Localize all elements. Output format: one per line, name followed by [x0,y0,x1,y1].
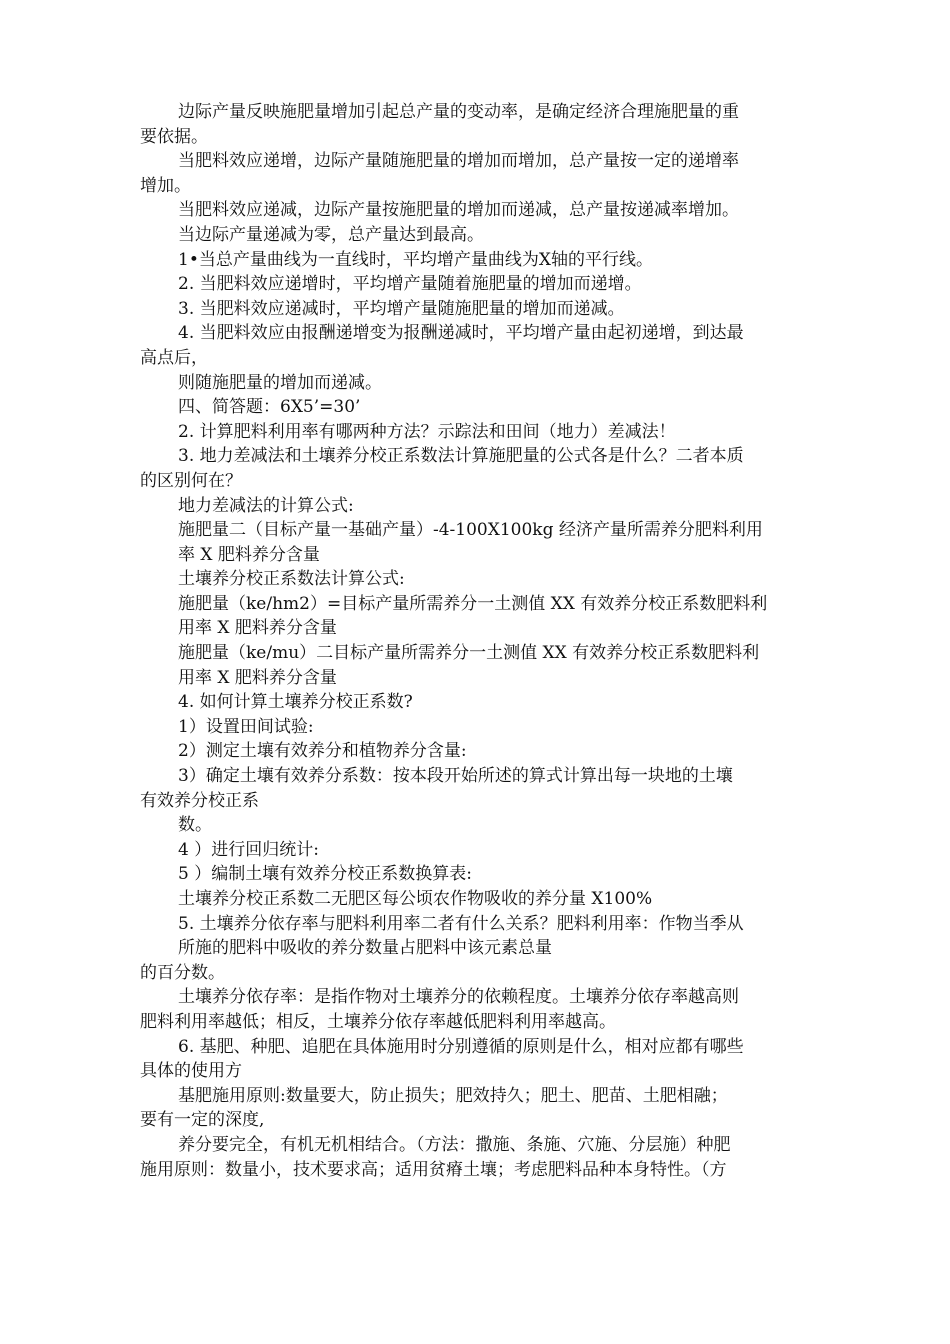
text-line: 当肥料效应递增，边际产量随施肥量的增加而增加，总产量按一定的递增率 [178,151,739,172]
text-line: 肥料利用率越低；相反，土壤养分依存率越低肥料利用率越高。 [140,1011,616,1032]
formula-line: 施肥量二（目标产量一基础产量）-4-100X100kg 经济产量所需养分肥料利用 [178,520,763,541]
text-line: 施用原则：数量小，技术要求高；适用贫瘠土壤；考虑肥料品种本身特性。（方 [140,1159,727,1180]
text-line: 的百分数。 [140,962,225,983]
formula-line: 用率 X 肥料养分含量 [178,618,337,639]
text-line: 则随施肥量的增加而递减。 [178,372,382,393]
text-line: 4. 当肥料效应由报酬递增变为报酬递减时，平均增产量由起初递增，到达最 [178,323,744,344]
text-line: 高点后， [140,347,208,368]
text-line: 具体的使用方 [140,1061,242,1082]
text-line: 养分要完全，有机无机相结合。（方法：撒施、条施、穴施、分层施）种肥 [178,1134,731,1155]
question-line: 2. 计算肥料利用率有哪两种方法？示踪法和田间（地力）差减法！ [178,421,676,442]
text-line: 2. 当肥料效应递增时，平均增产量随着施肥量的增加而递增。 [178,274,642,295]
text-line: 数。 [178,815,212,836]
formula-line: 土壤养分校正系数二无肥区每公顷农作物吸收的养分量 X100% [178,889,653,909]
question-line: 6. 基肥、种肥、追肥在具体施用时分别遵循的原则是什么，相对应都有哪些 [178,1036,744,1057]
text-line: 增加。 [140,175,191,196]
question-line: 5. 土壤养分依存率与肥料利用率二者有什么关系？肥料利用率：作物当季从 [178,913,744,934]
text-line: 有效养分校正系 [140,790,259,811]
text-line: 当肥料效应递减，边际产量按施肥量的增加而递减，总产量按递减率增加。 [178,200,739,221]
text-line: 基肥施用原则:数量要大，防止损失；肥效持久；肥土、肥苗、土肥相融； [178,1085,728,1106]
formula-line: 用率 X 肥料养分含量 [178,667,337,688]
formula-line: 施肥量（ke/hm2）=目标产量所需养分一土测值 XX 有效养分校正系数肥料利 [178,593,768,614]
list-item: 5 ）编制土壤有效养分校正系数换算表: [178,864,472,885]
formula-line: 率 X 肥料养分含量 [178,544,320,565]
text-line: 所施的肥料中吸收的养分数量占肥料中该元素总量 [178,938,552,959]
text-line: 要有一定的深度, [140,1110,265,1131]
text-line: 要依据。 [140,126,208,147]
document-body [140,100,820,1182]
text-line: 1•当总产量曲线为一直线时，平均增产量曲线为X轴的平行线。 [178,249,653,270]
list-item: 1）设置田间试验: [178,716,314,737]
list-item: 4 ）进行回归统计: [178,839,319,860]
text-line: 地力差减法的计算公式: [178,495,354,516]
list-item: 2）测定土壤有效养分和植物养分含量: [178,741,467,762]
text-line: 土壤养分依存率：是指作物对土壤养分的依赖程度。土壤养分依存率越高则 [178,987,739,1008]
text-line: 土壤养分校正系数法计算公式: [178,569,405,590]
text-line: 3. 当肥料效应递减时，平均增产量随施肥量的增加而递减。 [178,298,625,319]
question-line: 4. 如何计算土壤养分校正系数? [178,692,413,713]
text-line: 的区别何在？ [140,470,242,491]
list-item: 3）确定土壤有效养分系数：按本段开始所述的算式计算出每一块地的土壤 [178,766,733,787]
formula-line: 施肥量（ke/mu）二目标产量所需养分一土测值 XX 有效养分校正系数肥料利 [178,643,760,664]
question-line: 3. 地力差减法和土壤养分校正系数法计算施肥量的公式各是什么？二者本质 [178,446,744,467]
text-line: 边际产量反映施肥量增加引起总产量的变动率，是确定经济合理施肥量的重 [178,102,739,122]
section-heading: 四、简答题：6X5’=30’ [178,397,361,418]
text-line: 当边际产量递减为零，总产量达到最高。 [178,224,484,245]
